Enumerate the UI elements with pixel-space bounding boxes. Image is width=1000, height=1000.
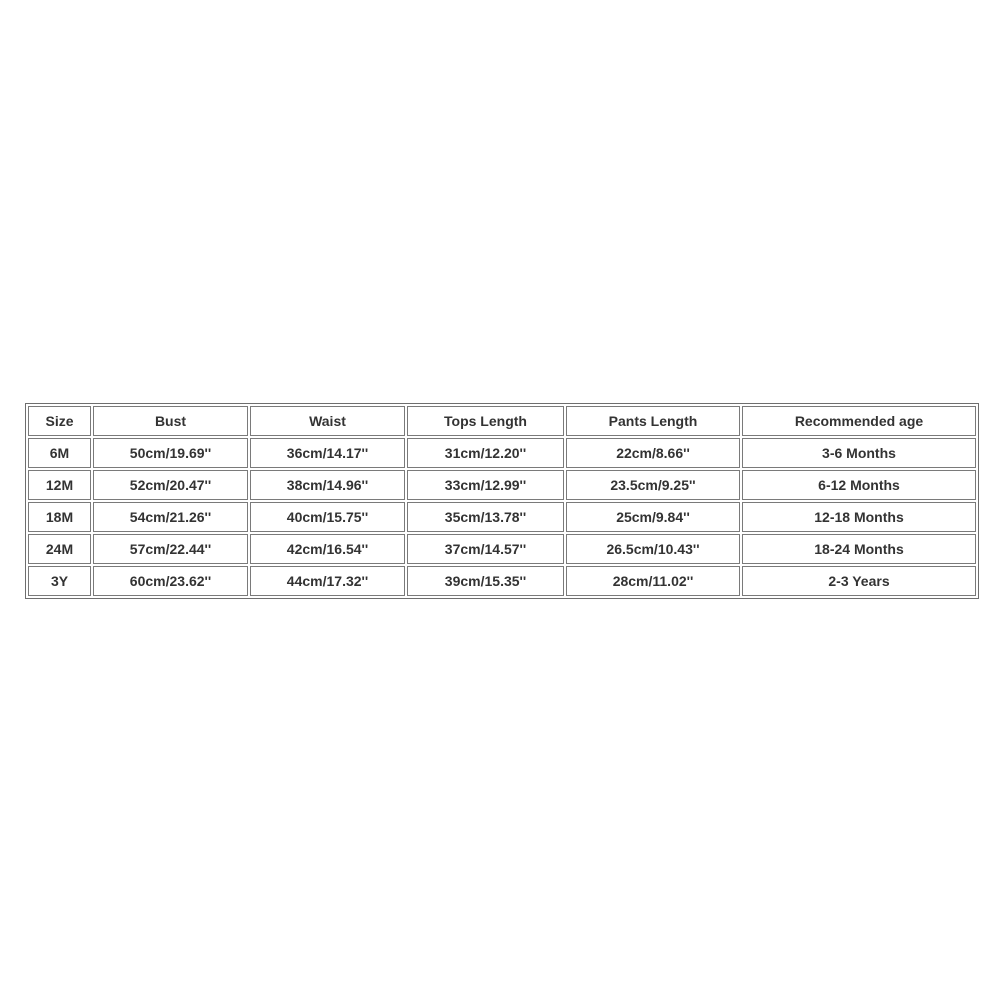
header-bust: Bust xyxy=(93,406,248,436)
table-row xyxy=(28,534,976,564)
header-waist: Waist xyxy=(250,406,405,436)
cell-bust: 60cm/23.62'' xyxy=(93,566,248,596)
cell-tops-length: 33cm/12.99'' xyxy=(407,470,564,500)
cell-bust: 50cm/19.69'' xyxy=(93,438,248,468)
cell-size: 3Y xyxy=(28,566,91,596)
header-size: Size xyxy=(28,406,91,436)
table-row xyxy=(28,502,976,532)
table-header-row xyxy=(28,406,976,436)
cell-size: 6M xyxy=(28,438,91,468)
cell-recommended-age: 18-24 Months xyxy=(742,534,976,564)
table-row xyxy=(28,566,976,596)
table-row xyxy=(28,470,976,500)
cell-tops-length: 37cm/14.57'' xyxy=(407,534,564,564)
header-tops-length: Tops Length xyxy=(407,406,564,436)
cell-pants-length: 26.5cm/10.43'' xyxy=(566,534,740,564)
cell-tops-length: 35cm/13.78'' xyxy=(407,502,564,532)
cell-recommended-age: 3-6 Months xyxy=(742,438,976,468)
header-pants-length: Pants Length xyxy=(566,406,740,436)
cell-pants-length: 28cm/11.02'' xyxy=(566,566,740,596)
cell-tops-length: 31cm/12.20'' xyxy=(407,438,564,468)
cell-bust: 54cm/21.26'' xyxy=(93,502,248,532)
cell-bust: 57cm/22.44'' xyxy=(93,534,248,564)
cell-pants-length: 25cm/9.84'' xyxy=(566,502,740,532)
cell-recommended-age: 6-12 Months xyxy=(742,470,976,500)
cell-waist: 40cm/15.75'' xyxy=(250,502,405,532)
cell-size: 18M xyxy=(28,502,91,532)
table-row xyxy=(28,438,976,468)
cell-pants-length: 22cm/8.66'' xyxy=(566,438,740,468)
cell-bust: 52cm/20.47'' xyxy=(93,470,248,500)
cell-recommended-age: 12-18 Months xyxy=(742,502,976,532)
cell-waist: 36cm/14.17'' xyxy=(250,438,405,468)
cell-waist: 38cm/14.96'' xyxy=(250,470,405,500)
header-recommended-age: Recommended age xyxy=(742,406,976,436)
cell-waist: 44cm/17.32'' xyxy=(250,566,405,596)
cell-size: 24M xyxy=(28,534,91,564)
cell-pants-length: 23.5cm/9.25'' xyxy=(566,470,740,500)
size-chart-table xyxy=(25,403,979,599)
cell-size: 12M xyxy=(28,470,91,500)
cell-waist: 42cm/16.54'' xyxy=(250,534,405,564)
cell-recommended-age: 2-3 Years xyxy=(742,566,976,596)
cell-tops-length: 39cm/15.35'' xyxy=(407,566,564,596)
